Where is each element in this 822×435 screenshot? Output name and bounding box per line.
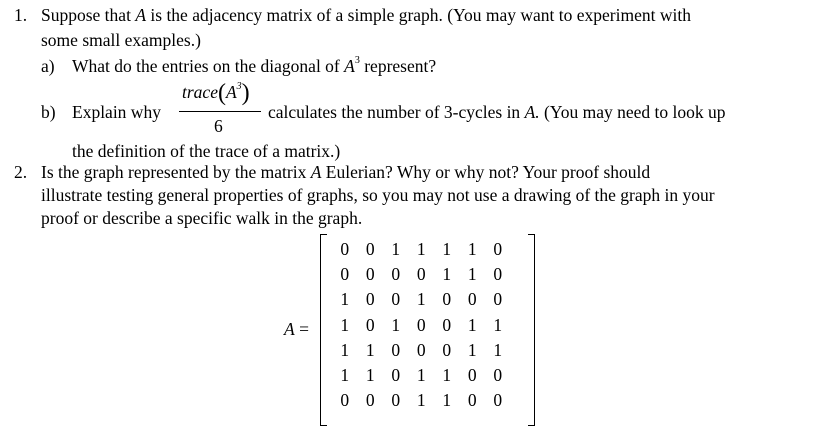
problem-1-line-1	[41, 4, 691, 26]
matrix-cell: 0	[493, 364, 503, 385]
matrix-cell: 0	[442, 314, 452, 335]
matrix-cell: 0	[391, 339, 401, 360]
matrix-cell: 0	[442, 289, 452, 310]
problem-2-line-3: proof or describe a specific walk in the graph.	[41, 208, 363, 228]
problem-2-line-1-pre: Is the graph represented by the matrix	[41, 162, 311, 182]
problem-2-line-2: illustrate testing general properties of graphs, so you may not use a drawing of the graph in your	[41, 185, 715, 205]
matrix-cell: 0	[467, 364, 477, 385]
matrix-cell: 0	[416, 264, 426, 285]
matrix-label	[284, 318, 309, 340]
problem-1-var-a: A	[135, 5, 147, 25]
matrix-cell: 0	[493, 264, 503, 285]
matrix-left-bracket	[320, 234, 327, 426]
matrix-cell: 0	[493, 390, 503, 411]
trace-func: trace	[182, 82, 218, 102]
matrix-cell: 0	[493, 289, 503, 310]
part-b-text-pre: Explain why	[72, 102, 161, 122]
matrix-cell: 0	[391, 264, 401, 285]
matrix-cell: 1	[442, 239, 452, 259]
matrix-cell: 1	[340, 289, 350, 310]
problem-1-number: 1.	[14, 5, 28, 25]
part-b-line-2: the definition of the trace of a matrix.)	[72, 141, 341, 161]
matrix-cell: 0	[365, 239, 375, 259]
matrix-cell: 0	[365, 264, 375, 285]
part-b-mid: calculates the number of 3-cycles in	[268, 102, 525, 122]
matrix-cell: 1	[467, 339, 477, 360]
problem-1-line-2: some small examples.)	[41, 30, 201, 50]
problem-2-line-1-post: Eulerian? Why or why not? Your proof should	[321, 162, 651, 182]
matrix-cell: 1	[416, 390, 426, 411]
trace-fraction-numerator	[182, 80, 250, 107]
matrix-cell: 1	[365, 339, 375, 360]
problem-1-line-1-pre: Suppose that	[41, 5, 136, 25]
part-b-var: A.	[524, 102, 540, 122]
matrix-cell: 0	[340, 239, 350, 259]
matrix-cell: 1	[493, 339, 503, 360]
part-a-text-post: represent?	[359, 56, 437, 76]
matrix-cell: 0	[442, 339, 452, 360]
matrix-cell: 0	[340, 264, 350, 285]
matrix-cell: 1	[467, 314, 477, 335]
matrix-cell: 0	[391, 390, 401, 411]
part-b-post: (You may need to look up	[539, 102, 726, 122]
part-a-label: a)	[41, 56, 55, 76]
matrix-cell: 1	[467, 239, 477, 259]
matrix-cell: 1	[467, 264, 477, 285]
trace-open-paren: (	[217, 80, 226, 106]
matrix-cell: 0	[340, 390, 350, 411]
matrix-cell: 1	[442, 264, 452, 285]
fraction-bar	[179, 111, 261, 112]
matrix-cell: 0	[416, 314, 426, 335]
matrix-cell: 1	[442, 364, 452, 385]
matrix-cell: 0	[365, 289, 375, 310]
part-a-text-pre: What do the entries on the diagonal of	[72, 56, 345, 76]
part-a-text	[72, 55, 436, 81]
matrix-cell: 1	[391, 314, 401, 335]
matrix-cell: 0	[391, 289, 401, 310]
matrix-cell: 1	[442, 390, 452, 411]
matrix-cell: 1	[365, 364, 375, 385]
problem-2-line-1	[41, 161, 650, 183]
matrix-cell: 1	[391, 239, 401, 259]
trace-var: A	[225, 82, 237, 102]
matrix-cell: 1	[340, 314, 350, 335]
trace-fraction-denominator: 6	[214, 116, 223, 136]
problem-2-number: 2.	[14, 162, 28, 182]
matrix-cell: 1	[340, 364, 350, 385]
matrix-cell: 1	[493, 314, 503, 335]
matrix-cell: 0	[365, 314, 375, 335]
problem-2-var-a: A	[310, 162, 322, 182]
matrix-cell: 1	[416, 289, 426, 310]
matrix-cell: 0	[391, 364, 401, 385]
matrix-cell: 1	[416, 364, 426, 385]
matrix-label-eq: =	[294, 319, 309, 339]
matrix-cell: 0	[416, 339, 426, 360]
part-b-text-mid	[268, 101, 726, 123]
matrix-label-var: A	[284, 319, 295, 339]
matrix-right-bracket	[528, 234, 535, 426]
matrix-cell: 0	[365, 390, 375, 411]
matrix-cell: 0	[467, 390, 477, 411]
trace-close-paren: )	[241, 80, 250, 106]
part-a-exponent: 3	[354, 55, 360, 66]
adjacency-matrix	[332, 238, 511, 414]
part-b-label: b)	[41, 102, 56, 122]
trace-exponent: 3	[236, 81, 242, 92]
problem-1-line-1-post: is the adjacency matrix of a simple graph. (You may want to experiment with	[146, 5, 691, 25]
part-a-var: A	[344, 56, 355, 76]
matrix-cell: 1	[416, 239, 426, 259]
matrix-cell: 0	[493, 239, 503, 259]
matrix-cell: 0	[467, 289, 477, 310]
matrix-cell: 1	[340, 339, 350, 360]
